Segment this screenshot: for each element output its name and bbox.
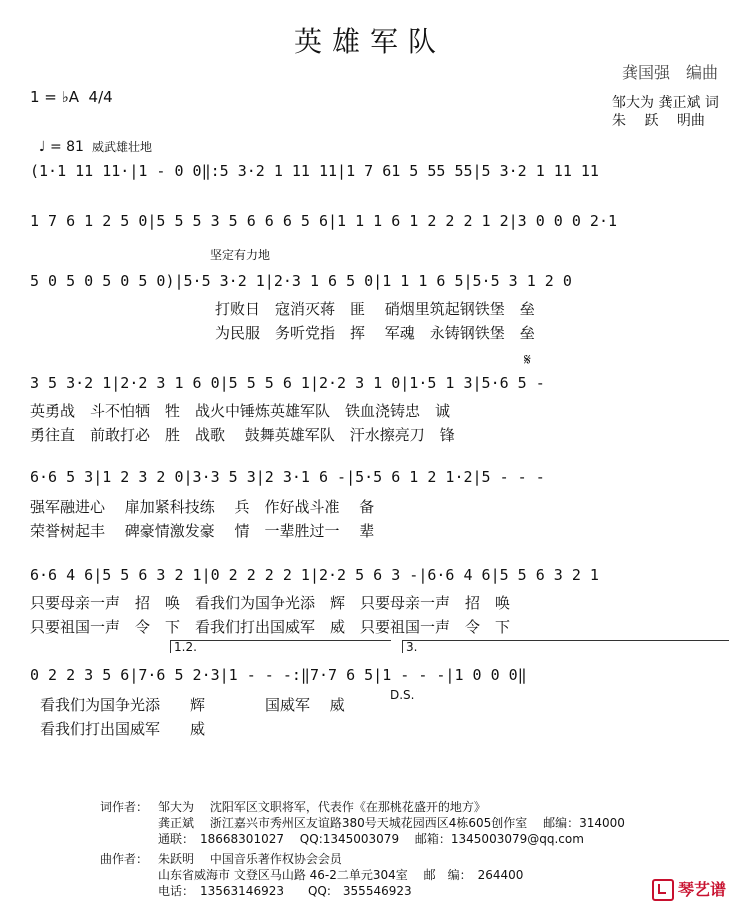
score-system-3: 5 0 5 0 5 0 5 0)|5·5 3·2 1|2·3 1 6 5 0|1 1 1 6 5|5·5 3 1 2 0 <box>30 272 572 290</box>
score-system-2: 1 7 6 1 2 5 0|5 5 5 3 5 6 6 6 5 6|1 1 1 6 1 2 2 2 1 2|3 0 0 0 2·1 <box>30 212 617 230</box>
volta-bracket-1 <box>170 640 391 653</box>
lyric-line-2: 勇往直 前敢打必 胜 战歌 鼓舞英雄军队 汗水擦亮刀 锋 <box>30 426 455 444</box>
lyric-line-2: 荣誉树起丰 碑豪情激发豪 情 一辈胜过一 辈 <box>30 522 375 540</box>
volta-label-2: 3. <box>406 640 418 654</box>
segno-icon: 𝄋 <box>524 350 531 369</box>
lyricist-credit: 邹大为 龚正斌 词 <box>612 95 719 111</box>
lyric-line-2: 只要祖国一声 令 下 看我们打出国威军 威 只要祖国一声 令 下 <box>30 618 511 636</box>
tempo-marking <box>30 122 152 155</box>
lyric-line-1: 强军融进心 扉加紧科技练 兵 作好战斗准 备 <box>30 498 375 516</box>
expression-marking: 坚定有力地 <box>210 248 271 262</box>
composer-info-2: 山东省威海市 文登区马山路 46-2二单元304室 邮 编： 264400 <box>158 868 524 882</box>
lyricist-label: 词作者： <box>100 800 149 814</box>
key-signature: 1 = ♭A 4/4 <box>30 88 113 106</box>
lyricist-info-2: 龚正斌 浙江嘉兴市秀州区友谊路380号天城花园西区4栋605创作室 邮编：314000 <box>158 816 625 830</box>
lyric-line-2: 为民服 务听党指 挥 军魂 永铸钢铁堡 垒 <box>215 324 535 342</box>
score-system-1: (1·1 11 11·|1 - 0 0‖:5 3·2 1 11 11|1 7 61 5 55 55|5 3·2 1 11 11 <box>30 162 599 180</box>
logo-text: 琴艺谱 <box>677 879 726 899</box>
volta-label-1: 1.2. <box>174 640 197 654</box>
page-title: 英雄军队 <box>293 25 446 58</box>
lyric-line-1: 看我们为国争光添 辉 国威军 威 <box>40 696 345 714</box>
lyric-line-2: 看我们打出国威军 威 <box>40 720 206 738</box>
arranger-credit: 龚国强 编曲 <box>621 63 718 82</box>
logo-icon <box>652 879 674 901</box>
site-logo <box>641 858 726 902</box>
composer-info-3: 电话： 13563146923 QQ: 355546923 <box>158 884 412 898</box>
dal-segno-marking: D.S. <box>390 688 415 702</box>
score-system-6: 6·6 4 6|5 5 6 3 2 1|0 2 2 2 2 1|2·2 5 6 3 -|6·6 4 6|5 5 6 3 2 1 <box>30 566 599 584</box>
score-system-7: 0 2 2 3 5 6|7·6 5 2·3|1 - - -:‖7·7 6 5|1 - - -|1 0 0 0‖ <box>30 666 527 684</box>
volta-bracket-2 <box>402 640 729 653</box>
score-system-4: 3 5 3·2 1|2·2 3 1 6 0|5 5 5 6 1|2·2 3 1 0|1·5 1 3|5·6 5 - <box>30 374 545 392</box>
lyricist-info-1: 邹大为 沈阳军区文职将军，代表作《在那桃花盛开的地方》 <box>158 800 486 814</box>
composer-credit: 朱 跃 明曲 <box>612 113 705 129</box>
score-system-5: 6·6 5 3|1 2 3 2 0|3·3 5 3|2 3·1 6 -|5·5 6 1 2 1·2|5 - - - <box>30 468 545 486</box>
lyric-line-1: 打败日 寇消灭蒋 匪 硝烟里筑起钢铁堡 垒 <box>215 300 535 318</box>
style-marking: 威武雄壮地 <box>91 140 152 154</box>
lyric-line-1: 英勇战 斗不怕牺 牲 战火中锤炼英雄军队 铁血浇铸忠 诚 <box>30 402 451 420</box>
tempo-value: ♩ = 81 <box>38 139 84 155</box>
lyricist-info-3: 通联： 18668301027 QQ:1345003079 邮箱：1345003079@qq.com <box>158 832 584 846</box>
lyric-line-1: 只要母亲一声 招 唤 看我们为国争光添 辉 只要母亲一声 招 唤 <box>30 594 511 612</box>
composer-label: 曲作者： <box>100 852 149 866</box>
composer-info-1: 朱跃明 中国音乐著作权协会会员 <box>158 852 342 866</box>
